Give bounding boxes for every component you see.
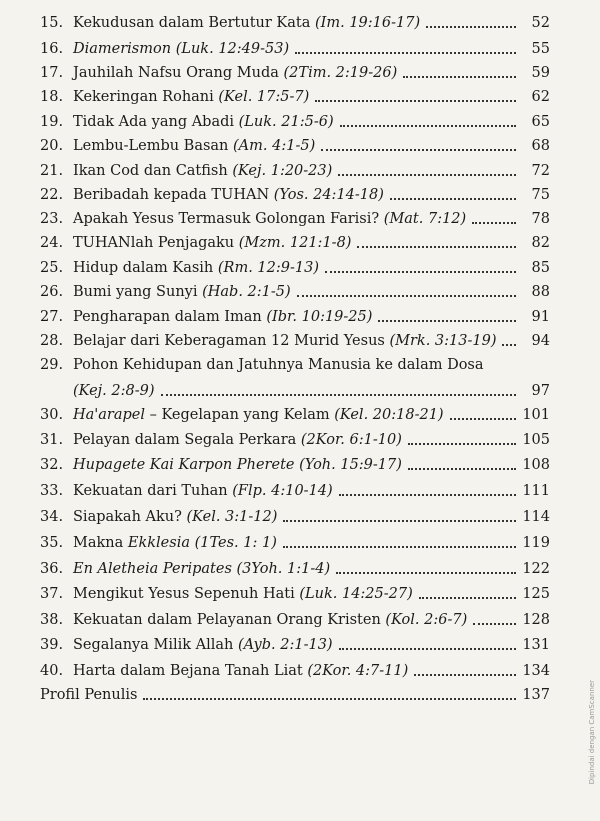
entry-title-part: Kekuatan dari Tuhan bbox=[73, 483, 233, 499]
page-number: 82 bbox=[531, 235, 550, 251]
entry-title-part: (Mrk. 3:13-19) bbox=[389, 333, 497, 349]
dot-leader bbox=[403, 76, 516, 78]
entry-title bbox=[73, 356, 484, 374]
entry-number: 37. bbox=[40, 586, 64, 602]
entry-title-part: Pohon Kehidupan dan Jatuhnya Manusia ke dalam Dosa bbox=[73, 357, 484, 373]
page-number: 131 bbox=[522, 637, 550, 653]
entry-number: 17. bbox=[40, 65, 64, 81]
entry-title bbox=[73, 210, 466, 228]
toc-entry[interactable] bbox=[40, 308, 550, 326]
dot-leader bbox=[325, 271, 516, 273]
entry-title-part: (Luk. 21:5-6) bbox=[238, 114, 334, 130]
entry-title bbox=[73, 585, 413, 603]
entry-title-part: (Hab. 2:1-5) bbox=[202, 284, 291, 300]
dot-leader bbox=[408, 443, 516, 445]
entry-title bbox=[73, 534, 277, 552]
entry-title-part: Bumi yang Sunyi bbox=[73, 284, 203, 300]
dot-leader bbox=[473, 623, 516, 625]
toc-entry[interactable] bbox=[40, 210, 550, 228]
entry-number: 29. bbox=[40, 357, 64, 373]
page-number: 108 bbox=[522, 457, 550, 473]
dot-leader bbox=[419, 597, 516, 599]
dot-leader bbox=[315, 100, 516, 102]
toc-entry[interactable] bbox=[40, 611, 550, 629]
page-number: 97 bbox=[531, 383, 550, 399]
entry-number: 16. bbox=[40, 41, 64, 57]
dot-leader bbox=[339, 494, 516, 496]
dot-leader bbox=[426, 26, 516, 28]
dot-leader bbox=[295, 52, 516, 54]
page-number: 62 bbox=[531, 89, 550, 105]
entry-title-part: Ekklesia bbox=[127, 535, 190, 551]
toc-entry[interactable] bbox=[40, 406, 550, 424]
entry-number: 27. bbox=[40, 309, 64, 325]
dot-leader bbox=[283, 546, 516, 548]
entry-title-part: (2Tim. 2:19-26) bbox=[283, 65, 398, 81]
entry-title-part: (Mzm. 121:1-8) bbox=[238, 235, 352, 251]
entry-number: 31. bbox=[40, 432, 64, 448]
entry-title-part: (Luk. 14:25-27) bbox=[299, 586, 413, 602]
entry-title-part: Siapakah Aku? bbox=[73, 509, 187, 525]
dot-leader bbox=[408, 468, 516, 470]
entry-number: 19. bbox=[40, 114, 64, 130]
page-number: 72 bbox=[531, 163, 550, 179]
toc-entry[interactable] bbox=[40, 259, 550, 277]
scanner-watermark: Dipindai dengan CamScanner bbox=[588, 680, 596, 785]
entry-title bbox=[73, 259, 319, 277]
page-number: 122 bbox=[522, 561, 550, 577]
dot-leader bbox=[161, 394, 516, 396]
entry-title-part: Profil Penulis bbox=[40, 687, 138, 703]
entry-title-part: (Kel. 20:18-21) bbox=[334, 407, 444, 423]
entry-title-part: (Rm. 12:9-13) bbox=[217, 260, 319, 276]
entry-title bbox=[73, 137, 315, 155]
entry-title bbox=[73, 611, 467, 629]
entry-title bbox=[73, 636, 333, 654]
entry-title bbox=[73, 283, 291, 301]
dot-leader bbox=[336, 572, 516, 574]
entry-title bbox=[73, 560, 330, 578]
entry-title-part: Belajar dari Keberagaman 12 Murid Yesus bbox=[73, 333, 390, 349]
entry-number: 40. bbox=[40, 663, 64, 679]
entry-title bbox=[73, 508, 277, 526]
entry-title-part: Kekeringan Rohani bbox=[73, 89, 219, 105]
entry-title bbox=[73, 40, 289, 58]
page-number: 59 bbox=[531, 65, 550, 81]
entry-title-part: (Yoh. 15:9-17) bbox=[299, 457, 402, 473]
entry-title-part: (Luk. 12:49-53) bbox=[175, 41, 290, 57]
entry-title-part: Harta dalam Bejana Tanah Liat bbox=[73, 663, 308, 679]
entry-title-part: TUHANlah Penjagaku bbox=[73, 235, 239, 251]
dot-leader bbox=[378, 320, 516, 322]
entry-title-part: (Ibr. 10:19-25) bbox=[266, 309, 373, 325]
entry-title-part: (Flp. 4:10-14) bbox=[232, 483, 333, 499]
dot-leader bbox=[450, 418, 516, 420]
entry-title-part: (3Yoh. 1:1-4) bbox=[236, 561, 331, 577]
entry-number: 15. bbox=[40, 15, 64, 31]
page-number: 137 bbox=[522, 687, 550, 703]
toc-entry[interactable] bbox=[40, 482, 550, 500]
entry-title-part: Pelayan dalam Segala Perkara bbox=[73, 432, 301, 448]
entry-title bbox=[73, 113, 334, 131]
entry-title-part: Ikan Cod dan Catfish bbox=[73, 163, 233, 179]
entry-title-part: (Im. 19:16-17) bbox=[314, 15, 421, 31]
page-number: 125 bbox=[522, 586, 550, 602]
dot-leader bbox=[321, 149, 516, 151]
entry-title bbox=[73, 186, 384, 204]
entry-title bbox=[73, 482, 333, 500]
toc-entry[interactable] bbox=[40, 64, 550, 82]
entry-title-part: Diamerismon bbox=[73, 41, 176, 57]
page-number: 88 bbox=[531, 284, 550, 300]
entry-title-part: Mengikut Yesus Sepenuh Hati bbox=[73, 586, 300, 602]
entry-title bbox=[73, 662, 408, 680]
entry-number: 28. bbox=[40, 333, 64, 349]
entry-title-part: Tidak Ada yang Abadi bbox=[73, 114, 239, 130]
entry-title-part: Hupagete Kai Karpon Pherete bbox=[73, 457, 300, 473]
dot-leader bbox=[283, 520, 516, 522]
entry-title-part: (Kej. 1:20-23) bbox=[232, 163, 333, 179]
entry-number: 33. bbox=[40, 483, 64, 499]
entry-title-part: Pengharapan dalam Iman bbox=[73, 309, 267, 325]
page-number: 55 bbox=[531, 41, 550, 57]
page-number: 134 bbox=[522, 663, 550, 679]
entry-number: 24. bbox=[40, 235, 64, 251]
page-number: 111 bbox=[522, 483, 550, 499]
page-number: 85 bbox=[531, 260, 550, 276]
dot-leader bbox=[340, 125, 516, 127]
toc-entry[interactable] bbox=[40, 186, 550, 204]
entry-title bbox=[73, 14, 420, 32]
entry-number: 22. bbox=[40, 187, 64, 203]
page-number: 52 bbox=[531, 15, 550, 31]
entry-number: 30. bbox=[40, 407, 64, 423]
entry-number: 36. bbox=[40, 561, 64, 577]
toc-entry[interactable] bbox=[40, 162, 550, 180]
entry-title-part: (Yos. 24:14-18) bbox=[273, 187, 384, 203]
page-number: 75 bbox=[531, 187, 550, 203]
dot-leader bbox=[357, 246, 516, 248]
entry-title-part: (Mat. 7:12) bbox=[383, 211, 467, 227]
page-number: 68 bbox=[531, 138, 550, 154]
page-number: 94 bbox=[531, 333, 550, 349]
entry-title-part: (Kel. 17:5-7) bbox=[218, 89, 310, 105]
entry-title-part: (2Kor. 4:7-11) bbox=[307, 663, 409, 679]
entry-title-part: Makna bbox=[73, 535, 128, 551]
dot-leader bbox=[338, 174, 516, 176]
entry-title bbox=[73, 162, 332, 180]
page-number: 65 bbox=[531, 114, 550, 130]
entry-title-part: Apakah Yesus Termasuk Golongan Farisi? bbox=[73, 211, 384, 227]
toc-entry[interactable] bbox=[40, 88, 550, 106]
entry-title-part: En Aletheia Peripates bbox=[73, 561, 237, 577]
entry-title-part: (Kej. 2:8-9) bbox=[73, 383, 155, 399]
entry-title-part: Hidup dalam Kasih bbox=[73, 260, 218, 276]
dot-leader bbox=[502, 344, 516, 346]
entry-number: 38. bbox=[40, 612, 64, 628]
entry-number: 20. bbox=[40, 138, 64, 154]
entry-number: 34. bbox=[40, 509, 64, 525]
page-number: 114 bbox=[522, 509, 550, 525]
entry-title-part: Segalanya Milik Allah bbox=[73, 637, 239, 653]
entry-title-continued bbox=[73, 382, 155, 400]
entry-title bbox=[73, 456, 402, 474]
page-number: 101 bbox=[522, 407, 550, 423]
page-number: 128 bbox=[522, 612, 550, 628]
entry-title-part: Kekudusan dalam Bertutur Kata bbox=[73, 15, 315, 31]
entry-title bbox=[73, 431, 402, 449]
entry-number: 18. bbox=[40, 89, 64, 105]
dot-leader bbox=[339, 648, 516, 650]
toc-entry[interactable] bbox=[40, 40, 550, 58]
dot-leader bbox=[297, 295, 516, 297]
toc-entry[interactable] bbox=[40, 14, 550, 32]
toc-entry[interactable] bbox=[40, 137, 550, 155]
toc-entry[interactable] bbox=[40, 456, 550, 474]
toc-entry[interactable] bbox=[40, 508, 550, 526]
entry-title-part: Kekuatan dalam Pelayanan Orang Kristen bbox=[73, 612, 386, 628]
entry-number: 23. bbox=[40, 211, 64, 227]
entry-title-part: (Kol. 2:6-7) bbox=[385, 612, 468, 628]
dot-leader bbox=[472, 222, 516, 224]
entry-title-part: (Ayb. 2:1-13) bbox=[238, 637, 333, 653]
entry-title-part: (Am. 4:1-5) bbox=[233, 138, 316, 154]
entry-title bbox=[73, 88, 309, 106]
toc-entry[interactable] bbox=[40, 585, 550, 603]
toc-entry[interactable] bbox=[40, 662, 550, 680]
dot-leader bbox=[414, 674, 516, 676]
page-number: 78 bbox=[531, 211, 550, 227]
entry-number: 26. bbox=[40, 284, 64, 300]
entry-number: 25. bbox=[40, 260, 64, 276]
toc-entry[interactable] bbox=[40, 356, 550, 400]
entry-title bbox=[73, 332, 496, 350]
entry-number: 35. bbox=[40, 535, 64, 551]
toc-entry[interactable] bbox=[40, 560, 550, 578]
toc-entry[interactable] bbox=[40, 686, 550, 704]
toc-entry[interactable] bbox=[40, 431, 550, 449]
entry-title bbox=[73, 64, 397, 82]
entry-title-part: Lembu-Lembu Basan bbox=[73, 138, 234, 154]
entry-title bbox=[73, 406, 444, 424]
entry-title-part: Jauhilah Nafsu Orang Muda bbox=[73, 65, 284, 81]
entry-title-part: (Kel. 3:1-12) bbox=[186, 509, 278, 525]
entry-number: 21. bbox=[40, 163, 64, 179]
entry-title bbox=[73, 308, 372, 326]
toc-entry[interactable] bbox=[40, 113, 550, 131]
page-number: 119 bbox=[522, 535, 550, 551]
entry-title bbox=[73, 234, 351, 252]
entry-title-part: (1Tes. 1: 1) bbox=[189, 535, 277, 551]
entry-number: 39. bbox=[40, 637, 64, 653]
toc-entry[interactable] bbox=[40, 234, 550, 252]
entry-number: 32. bbox=[40, 457, 64, 473]
toc-entry[interactable] bbox=[40, 636, 550, 654]
entry-title bbox=[40, 686, 137, 704]
entry-title-part: Ha'arapel bbox=[73, 407, 145, 423]
toc-entry[interactable] bbox=[40, 534, 550, 552]
entry-title-part: Beribadah kepada TUHAN bbox=[73, 187, 274, 203]
dot-leader bbox=[390, 198, 516, 200]
toc-entry[interactable] bbox=[40, 332, 550, 350]
page-number: 91 bbox=[531, 309, 550, 325]
page-number: 105 bbox=[522, 432, 550, 448]
dot-leader bbox=[143, 698, 516, 700]
entry-title-part: (2Kor. 6:1-10) bbox=[300, 432, 402, 448]
entry-title-part: – Kegelapan yang Kelam bbox=[145, 407, 335, 423]
toc-entry[interactable] bbox=[40, 283, 550, 301]
